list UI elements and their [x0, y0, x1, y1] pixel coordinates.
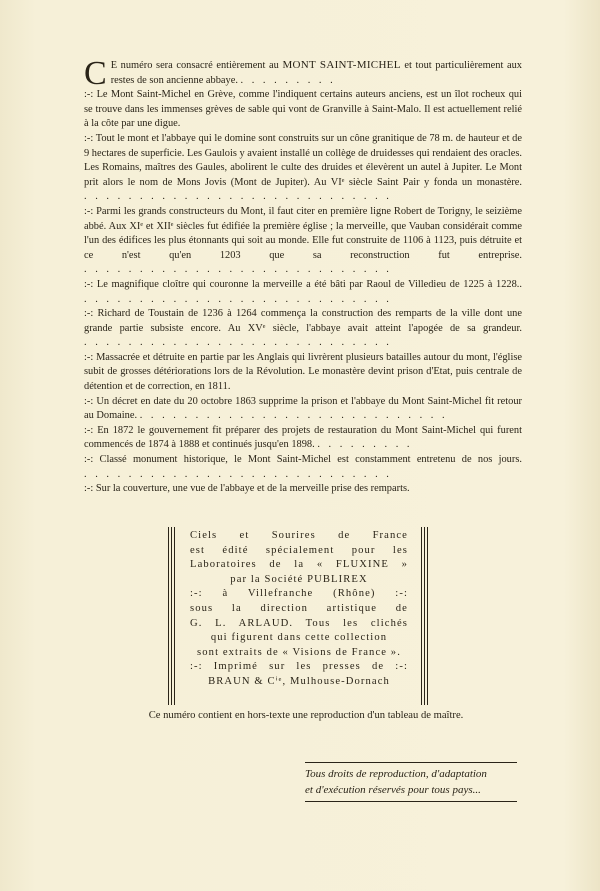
- paragraph-text: Le magnifique cloître qui couronne la merveille a été bâti par Raoul de Villedieu de 1225 à 1228..: [96, 278, 522, 290]
- paragraph-7: [84, 395, 522, 424]
- para-marker: :-:: [84, 308, 94, 320]
- colophon-box: [168, 527, 430, 705]
- dot-leaders: . . . . . . . . .: [317, 439, 413, 451]
- colophon-line: est édité spécialement pour les: [190, 544, 408, 556]
- copyright-line-1: Tous droits de reproduction, d'adaptation: [305, 768, 487, 780]
- colophon-line: Laboratoires de la « FLUXINE »: [190, 559, 408, 571]
- paragraph-1: [84, 88, 522, 132]
- intro-text-end: et tout particulièrement aux restes de son ancienne abbaye.: [110, 60, 522, 86]
- paragraph-text: Classé monument historique, le Mont Saint-Michel est constamment entretenu de nos jours.: [99, 454, 522, 466]
- colophon-line: BRAUN & Cⁱᵉ, Mulhouse-Dornach: [208, 675, 390, 687]
- paragraph-text: Sur la couverture, une vue de l'abbaye et de la merveille prise des remparts.: [95, 483, 410, 495]
- dot-leaders: . . . . . . . . . . . . . . . . . . . . . . . . . . . .: [84, 468, 392, 480]
- intro-paragraph: [84, 55, 522, 92]
- top-rule: [305, 762, 517, 763]
- para-marker: :-:: [84, 424, 94, 436]
- para-marker: :-:: [84, 89, 94, 101]
- ornamental-bar-right: [421, 527, 430, 705]
- dot-leaders: . . . . . . . . . . . . . . . . . . . . . . . . . . . .: [139, 410, 448, 422]
- paragraph-text: Tout le mont et l'abbaye qui le domine sont construits sur un cône granitique de 78 m. de hauteur et de 9 hectares de superficie. Les Gaulois y avaient installé un collège de druidesses qui rendaient des oracles. Les Romains, maîtres des Gaules, abolirent le culte des druides et élevèrent un autel à Jupiter. Le Mont prit alors le nom de Mons Jovis (Mont de Jupiter). Au VIᵉ siècle Saint Pair y fonda un monastère.: [84, 132, 522, 188]
- paragraph-8: [84, 424, 522, 453]
- colophon-line: G. L. ARLAUD. Tous les clichés: [190, 617, 408, 629]
- dot-leaders: . . . . . . . . . . . . . . . . . . . . . . . . . . . .: [84, 337, 392, 349]
- bottom-rule: [305, 801, 517, 802]
- dot-leaders: . . . . . . . . . . . . . . . . . . . . . . . . . . . .: [84, 293, 392, 305]
- colophon-line: par la Société PUBLIREX: [230, 573, 368, 585]
- paragraph-6: [84, 351, 522, 395]
- paragraph-5: [84, 307, 522, 351]
- para-marker: :-:: [84, 483, 94, 495]
- intro-text-start: E numéro sera consacré entièrement au: [110, 60, 279, 71]
- para-marker: :-:: [84, 278, 94, 290]
- colophon-line: :-: à Villefranche (Rhône) :-:: [190, 588, 408, 600]
- colophon-line: qui figurent dans cette collection: [210, 632, 388, 644]
- colophon-line: sont extraits de « Visions de France ».: [197, 646, 401, 658]
- paragraph-9: [84, 453, 522, 482]
- hors-texte-note: Ce numéro contient en hors-texte une reproduction d'un tableau de maître.: [148, 710, 464, 721]
- para-marker: :-:: [84, 395, 94, 407]
- copyright-notice: [305, 766, 517, 798]
- dot-leaders: . . . . . . . . .: [240, 74, 336, 86]
- paragraph-4: [84, 278, 522, 307]
- copyright-line-2: et d'exécution réservés pour tous pays...: [305, 784, 481, 796]
- para-marker: :-:: [84, 351, 94, 363]
- colophon-text: [190, 529, 408, 690]
- para-marker: :-:: [84, 454, 94, 466]
- paragraph-text: Richard de Toustain de 1236 à 1264 commença la construction des remparts de la ville dont une grande partie subsiste encore. Au XVᵉ siècle, l'abbaye avait atteint l'apogée de sa grandeur.: [84, 308, 522, 334]
- article-body: [84, 55, 522, 497]
- subject-title: MONT SAINT-MICHEL: [282, 59, 401, 71]
- dot-leaders: . . . . . . . . . . . . . . . . . . . . . . . . . . . .: [84, 191, 392, 203]
- paragraph-text: Un décret en date du 20 octobre 1863 supprime la prison et l'abbaye du Mont Saint-Michel fit retour au Domaine.: [84, 395, 522, 422]
- paragraph-text: Massacrée et détruite en partie par les Anglais qui livrèrent plusieurs batailles autour du mont, l'église subit de grosses détériorations lors de la Révolution. Le monastère devint prison d'Etat, puis centrale de détention et de correction, en 1811.: [84, 351, 522, 393]
- colophon-line: Ciels et Sourires de France: [190, 530, 408, 541]
- colophon-line: :-: Imprimé sur les presses de :-:: [190, 661, 408, 673]
- paragraph-10: [84, 482, 522, 497]
- dropcap-letter: C: [84, 55, 107, 92]
- para-marker: :-:: [84, 205, 94, 217]
- paragraph-text: Le Mont Saint-Michel en Grève, comme l'indiquent certains auteurs anciens, est un îlot rocheux qui se trouve dans les immenses grèves de sable qui vont de Granville à Saint-Malo. Il est actuellement relié à la côte par une digue.: [84, 89, 522, 130]
- colophon-line: sous la direction artistique de: [190, 602, 408, 614]
- ornamental-bar-left: [168, 527, 177, 705]
- paragraph-text: En 1872 le gouvernement fit préparer des projets de restauration du Mont Saint-Michel qui furent commencés de 1874 à 1888 et continués jusqu'en 1898.: [84, 424, 522, 451]
- paragraph-text: Parmi les grands constructeurs du Mont, il faut citer en première ligne Robert de Torigny, le seizième abbé. Aux XIᵉ et XIIᵉ siècles fut édifiée la première église ; la merveille, que Vauban considérait comme l'un des édifices les plus étonnants qui soit au monde. Elle fut construite de 1106 à 1123, puis détruite et ce n'est qu'en 1203 que sa reconstruction fut entreprise.: [84, 205, 522, 261]
- paragraph-2: [84, 132, 522, 205]
- para-marker: :-:: [84, 132, 94, 144]
- dot-leaders: . . . . . . . . . . . . . . . . . . . . . . . . . . . .: [84, 264, 392, 276]
- paragraph-3: [84, 205, 522, 278]
